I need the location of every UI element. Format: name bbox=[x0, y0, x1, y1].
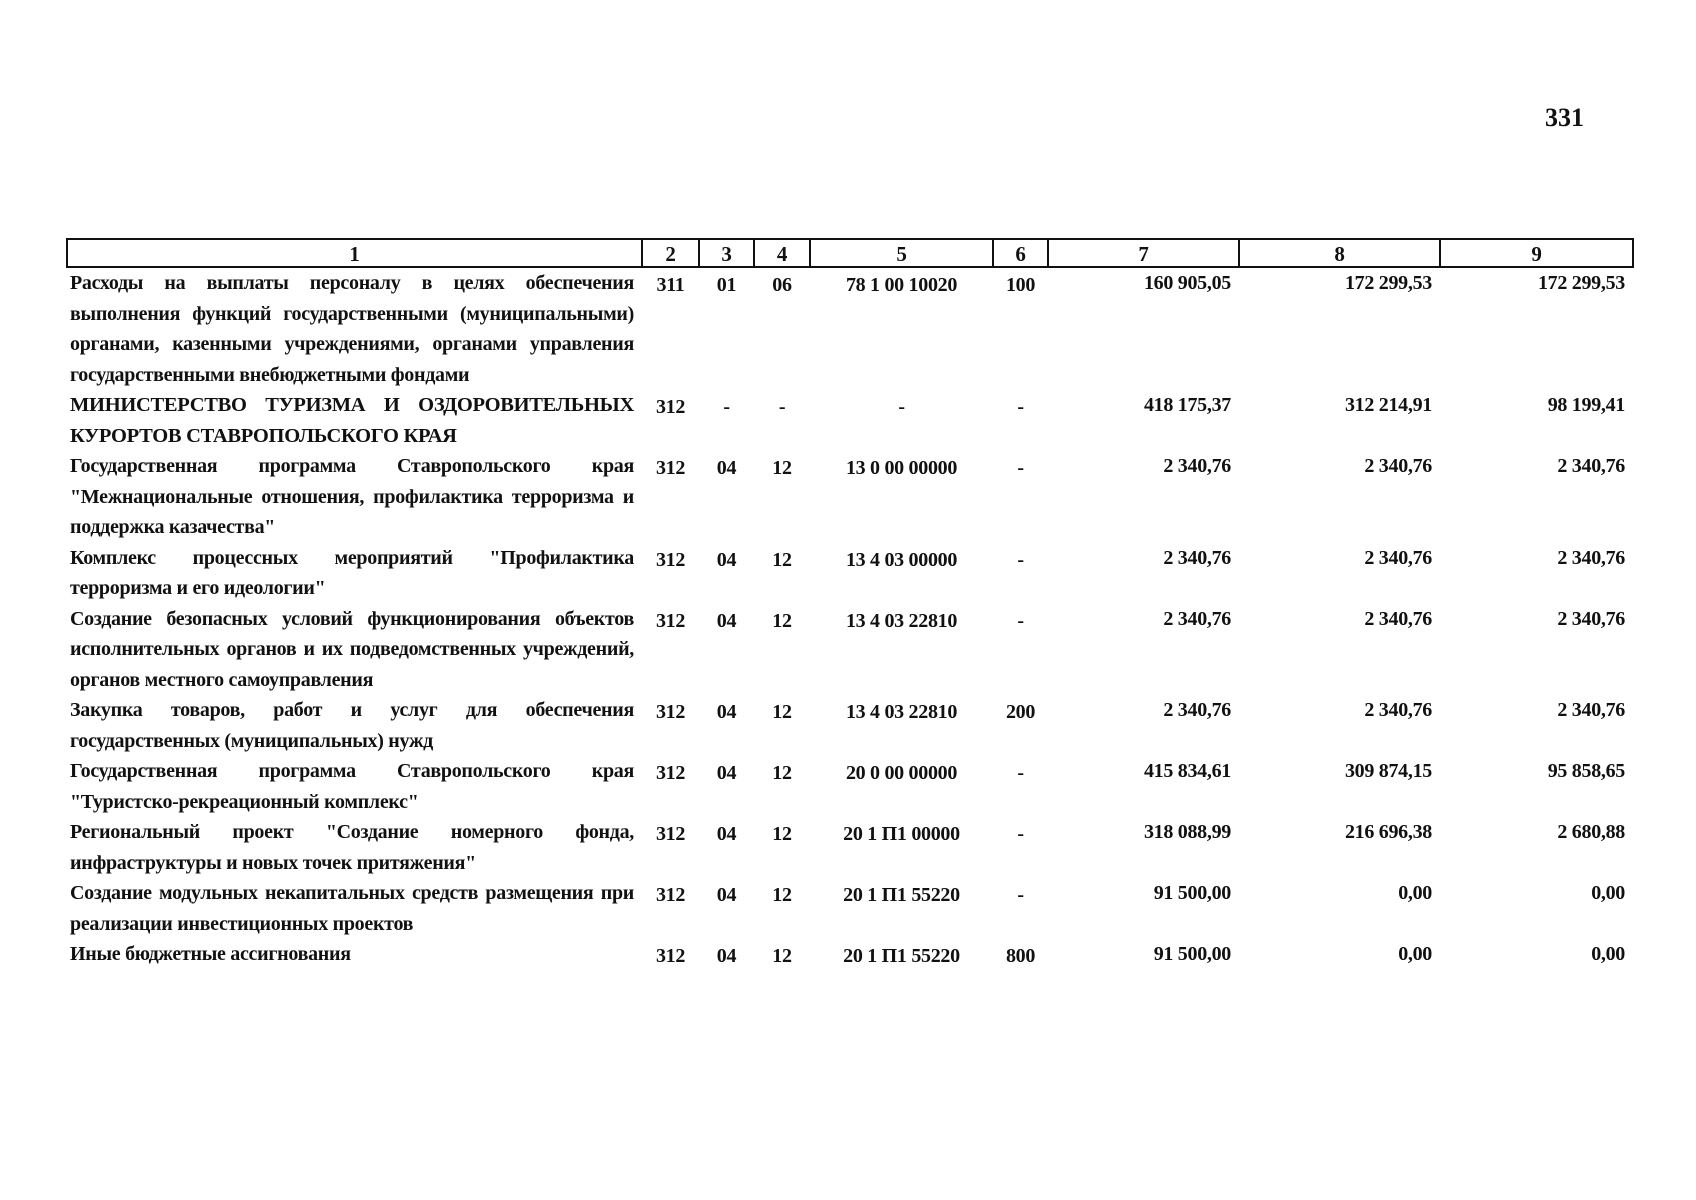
row-amount-8: 216 696,38 bbox=[1344, 821, 1432, 843]
row-amount-7: 160 905,05 bbox=[1143, 272, 1231, 294]
row-code-3: 04 bbox=[716, 823, 737, 845]
row-code-4: 12 bbox=[772, 701, 792, 723]
row-amount-7: 91 500,00 bbox=[1153, 882, 1231, 904]
column-header: 1 bbox=[67, 239, 642, 267]
row-description: Закупка товаров, работ и услуг для обеспечения государственных (муниципальных) нужд bbox=[70, 699, 634, 752]
row-amount-7: 415 834,61 bbox=[1143, 760, 1231, 782]
row-amount-8: 309 874,15 bbox=[1344, 760, 1432, 782]
row-amount-9: 0,00 bbox=[1591, 882, 1625, 904]
column-header: 7 bbox=[1048, 239, 1239, 267]
row-code-2: 312 bbox=[655, 823, 686, 845]
row-code-3: 01 bbox=[716, 274, 737, 296]
row-amount-8: 312 214,91 bbox=[1344, 394, 1432, 416]
table-row bbox=[67, 817, 1633, 878]
row-amount-7: 2 340,76 bbox=[1163, 546, 1231, 569]
row-amount-9: 98 199,41 bbox=[1547, 394, 1625, 416]
row-code-3: 04 bbox=[716, 884, 737, 906]
row-code-6: - bbox=[1017, 548, 1024, 571]
table-row bbox=[67, 756, 1633, 817]
row-code-4: 12 bbox=[772, 945, 792, 967]
table-row bbox=[67, 390, 1633, 451]
budget-table bbox=[66, 238, 1634, 972]
row-amount-9: 2 680,88 bbox=[1557, 821, 1625, 843]
row-code-6: 200 bbox=[1005, 701, 1036, 723]
row-code-5: 20 1 П1 55220 bbox=[843, 884, 960, 906]
row-description: Государственная программа Ставропольского края "Межнациональные отношения, профилактика терроризма и поддержка казачества" bbox=[70, 455, 634, 538]
row-code-6: 100 bbox=[1005, 274, 1036, 296]
column-header: 8 bbox=[1239, 239, 1440, 267]
row-code-5: - bbox=[898, 396, 905, 418]
row-code-4: 12 bbox=[772, 823, 792, 845]
row-code-3: 04 bbox=[716, 945, 737, 967]
column-header: 2 bbox=[642, 239, 699, 267]
row-code-6: - bbox=[1017, 823, 1024, 845]
row-amount-9: 95 858,65 bbox=[1547, 760, 1625, 782]
budget-table-container bbox=[66, 238, 1632, 972]
row-amount-7: 2 340,76 bbox=[1163, 607, 1231, 630]
row-description: Иные бюджетные ассигнования bbox=[70, 943, 351, 965]
row-amount-8: 2 340,76 bbox=[1364, 699, 1432, 721]
header-row bbox=[67, 239, 1633, 267]
table-row bbox=[67, 267, 1633, 390]
row-code-3: 04 bbox=[716, 609, 737, 632]
row-code-6: - bbox=[1017, 609, 1024, 632]
row-description: Государственная программа Ставропольского края "Туристско-рекреационный комплекс" bbox=[70, 760, 634, 813]
row-code-4: 12 bbox=[772, 457, 792, 479]
row-code-3: - bbox=[723, 396, 730, 418]
column-header: 9 bbox=[1440, 239, 1633, 267]
row-code-5: 20 0 00 00000 bbox=[845, 762, 958, 784]
row-code-5: 13 4 03 22810 bbox=[845, 609, 958, 632]
row-description: Создание безопасных условий функционирования объектов исполнительных органов и их подведомственных учреждений, органов местного самоуправления bbox=[70, 607, 634, 691]
row-amount-9: 172 299,53 bbox=[1537, 272, 1625, 294]
row-code-4: - bbox=[778, 396, 786, 418]
table-row bbox=[67, 604, 1633, 696]
row-code-6: 800 bbox=[1005, 945, 1036, 967]
row-code-4: 12 bbox=[772, 884, 792, 906]
row-amount-9: 2 340,76 bbox=[1557, 699, 1625, 721]
row-code-4: 12 bbox=[772, 762, 792, 784]
row-amount-9: 2 340,76 bbox=[1557, 607, 1625, 630]
row-amount-9: 2 340,76 bbox=[1557, 455, 1625, 477]
page-number: 331 bbox=[1545, 103, 1584, 132]
row-code-2: 312 bbox=[655, 457, 686, 479]
row-description: Создание модульных некапитальных средств размещения при реализации инвестиционных проектов bbox=[70, 882, 634, 935]
row-description: Расходы на выплаты персоналу в целях обеспечения выполнения функций государственными (муниципальными) органами, казенными учреждениями, органами управления государственными внебюджетными фондами bbox=[70, 272, 634, 386]
row-code-2: 312 bbox=[655, 701, 686, 723]
row-code-3: 04 bbox=[716, 548, 737, 571]
row-amount-8: 0,00 bbox=[1398, 943, 1432, 965]
row-description: Региональный проект "Создание номерного фонда, инфраструктуры и новых точек притяжения" bbox=[70, 821, 634, 874]
row-amount-9: 0,00 bbox=[1591, 943, 1625, 965]
row-amount-7: 318 088,99 bbox=[1143, 821, 1231, 843]
table-row bbox=[67, 451, 1633, 543]
row-code-6: - bbox=[1017, 884, 1024, 906]
row-amount-7: 2 340,76 bbox=[1163, 699, 1231, 721]
row-code-4: 12 bbox=[772, 548, 792, 571]
column-header: 4 bbox=[754, 239, 810, 267]
row-code-3: 04 bbox=[716, 457, 737, 479]
row-code-6: - bbox=[1017, 457, 1024, 479]
row-code-2: 312 bbox=[655, 884, 686, 906]
row-amount-8: 2 340,76 bbox=[1364, 455, 1432, 477]
column-header: 5 bbox=[810, 239, 993, 267]
row-code-2: 311 bbox=[656, 274, 685, 296]
table-row bbox=[67, 878, 1633, 939]
column-header: 3 bbox=[699, 239, 754, 267]
table-row bbox=[67, 695, 1633, 756]
row-code-5: 13 4 03 22810 bbox=[845, 701, 958, 723]
row-code-4: 06 bbox=[772, 274, 792, 296]
row-amount-7: 91 500,00 bbox=[1153, 943, 1231, 965]
row-code-6: - bbox=[1017, 396, 1024, 418]
row-code-2: 312 bbox=[655, 548, 686, 571]
row-code-3: 04 bbox=[716, 701, 737, 723]
row-amount-8: 172 299,53 bbox=[1344, 272, 1432, 294]
row-amount-7: 418 175,37 bbox=[1143, 394, 1231, 416]
row-code-5: 78 1 00 10020 bbox=[845, 274, 958, 296]
row-code-3: 04 bbox=[716, 762, 737, 784]
row-code-2: 312 bbox=[655, 609, 686, 632]
row-description: Комплекс процессных мероприятий "Профилактика терроризма и его идеологии" bbox=[70, 546, 634, 599]
row-amount-8: 2 340,76 bbox=[1364, 546, 1432, 569]
row-amount-8: 2 340,76 bbox=[1364, 607, 1432, 630]
table-row bbox=[67, 939, 1633, 972]
table-row bbox=[67, 543, 1633, 604]
row-description: МИНИСТЕРСТВО ТУРИЗМА И ОЗДОРОВИТЕЛЬНЫХ КУРОРТОВ СТАВРОПОЛЬСКОГО КРАЯ bbox=[70, 394, 634, 447]
row-code-5: 20 1 П1 55220 bbox=[843, 945, 960, 967]
row-amount-9: 2 340,76 bbox=[1557, 546, 1625, 569]
row-amount-7: 2 340,76 bbox=[1163, 455, 1231, 477]
row-code-4: 12 bbox=[772, 609, 792, 632]
row-code-5: 13 0 00 00000 bbox=[845, 457, 958, 479]
row-code-2: 312 bbox=[655, 945, 686, 967]
column-header: 6 bbox=[993, 239, 1048, 267]
row-code-2: 312 bbox=[655, 396, 686, 418]
row-code-5: 13 4 03 00000 bbox=[845, 548, 958, 571]
row-amount-8: 0,00 bbox=[1398, 882, 1432, 904]
row-code-5: 20 1 П1 00000 bbox=[843, 823, 960, 845]
row-code-6: - bbox=[1017, 762, 1024, 784]
row-code-2: 312 bbox=[655, 762, 686, 784]
